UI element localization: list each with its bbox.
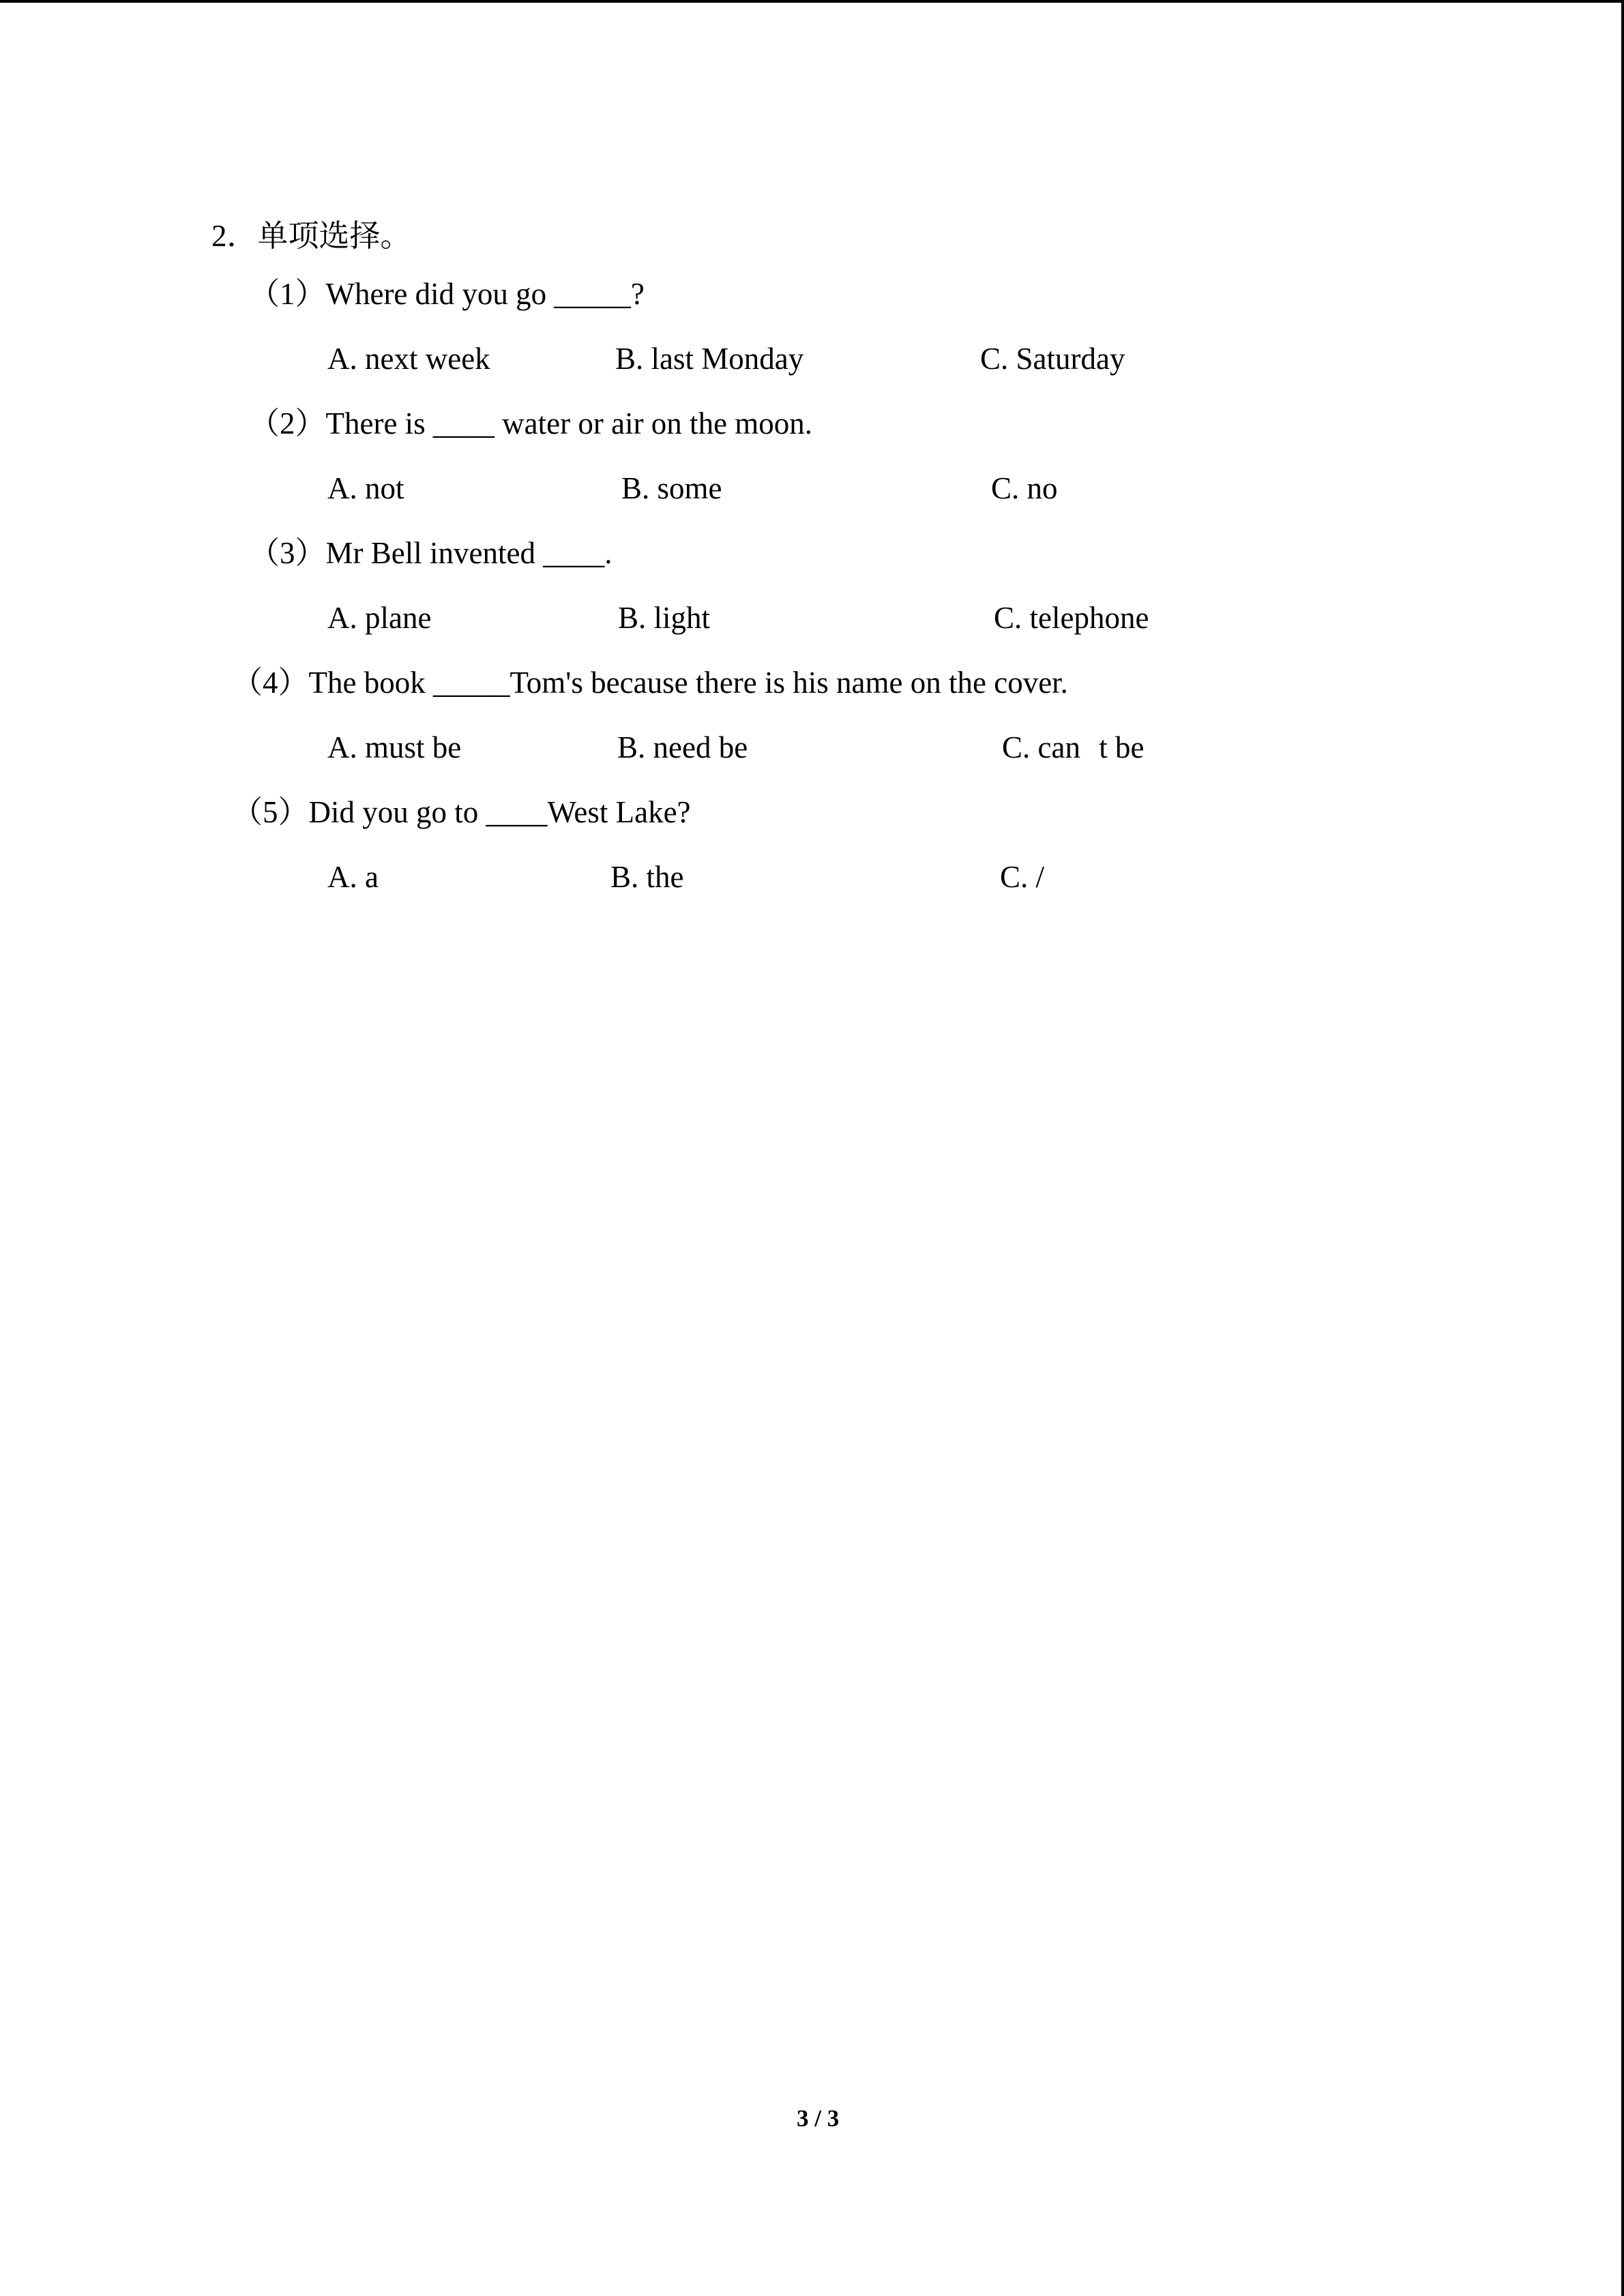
question-3-option-b: B. light bbox=[618, 601, 711, 635]
question-2-stem: （2）There is ____ water or air on the moon. bbox=[249, 406, 813, 441]
question-5-option-c: C. / bbox=[1000, 860, 1045, 894]
question-4-option-a: A. must be bbox=[327, 730, 462, 764]
question-1-option-a: A. next week bbox=[327, 342, 490, 376]
question-3-stem: （3）Mr Bell invented ____. bbox=[249, 536, 612, 570]
question-5-option-b: B. the bbox=[610, 860, 684, 894]
question-4-option-b: B. need be bbox=[617, 730, 748, 764]
question-5-stem: （5）Did you go to ____West Lake? bbox=[232, 795, 691, 829]
question-2-option-b: B. some bbox=[621, 471, 722, 505]
question-2-option-a: A. not bbox=[327, 471, 404, 505]
question-3-option-a: A. plane bbox=[327, 601, 432, 635]
question-3-option-c: C. telephone bbox=[994, 601, 1149, 635]
question-1-stem: （1）Where did you go _____? bbox=[249, 277, 645, 311]
question-1-option-b: B. last Monday bbox=[615, 342, 804, 376]
section-title: 2．单项选择。 bbox=[211, 219, 411, 253]
question-4-stem: （4）The book _____Tom's because there is his name on the cover. bbox=[232, 666, 1068, 700]
question-5-option-a: A. a bbox=[327, 860, 379, 894]
question-1-option-c: C. Saturday bbox=[980, 342, 1125, 376]
question-4-option-c: C. cant be bbox=[1002, 730, 1145, 764]
page-number: 3 / 3 bbox=[797, 2105, 840, 2132]
question-2-option-c: C. no bbox=[991, 471, 1058, 505]
